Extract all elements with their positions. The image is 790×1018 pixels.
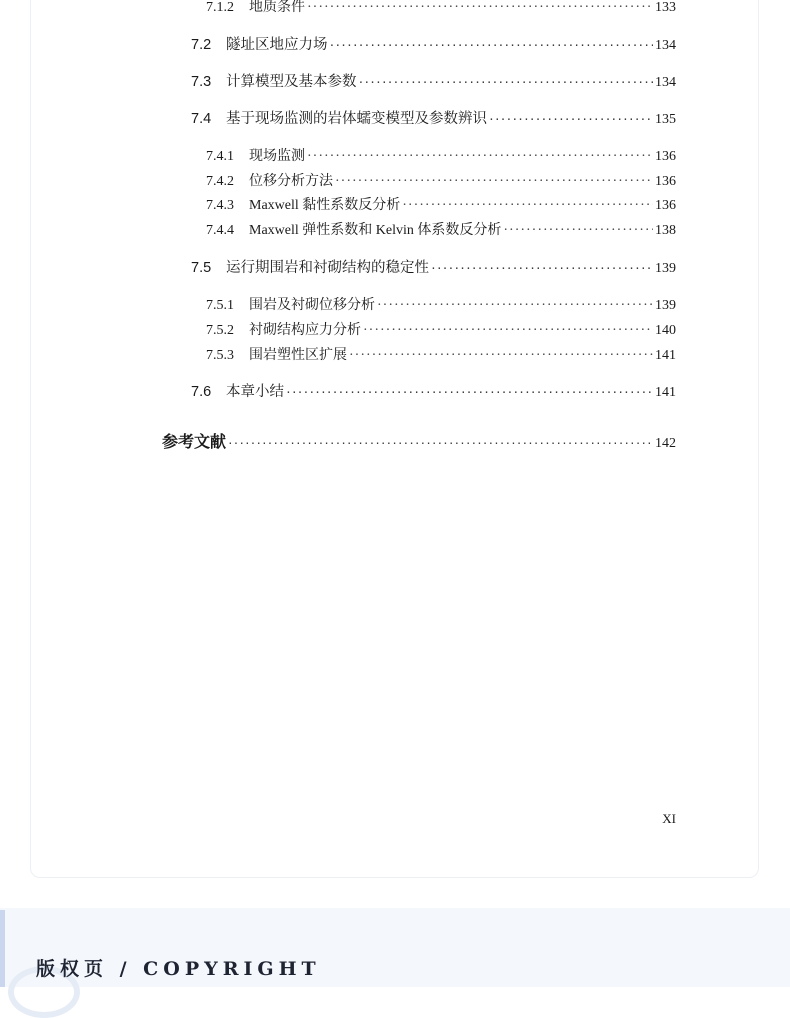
copyright-title: 版权页 / COPYRIGHT — [36, 958, 321, 980]
entry-page: 135 — [655, 112, 676, 127]
toc-entry-references[interactable] — [162, 429, 676, 452]
leader-dots — [503, 223, 653, 239]
entry-title: Maxwell 弹性系数和 Kelvin 体系数反分析 — [249, 223, 502, 238]
entry-page: 139 — [655, 261, 676, 276]
entry-title: 围岩及衬砌位移分析 — [249, 298, 375, 313]
entry-title: 计算模型及基本参数 — [226, 74, 357, 90]
entry-page: 136 — [655, 174, 676, 189]
entry-title: 本章小结 — [226, 384, 284, 400]
toc-entry-7-4-4[interactable] — [206, 219, 676, 239]
entry-page: 134 — [655, 38, 676, 53]
entry-number: 7.4 — [191, 111, 212, 127]
entry-number: 7.3 — [191, 74, 212, 90]
toc-entry-7-6[interactable] — [191, 380, 676, 401]
toc-entry-7-2[interactable] — [191, 33, 676, 54]
entry-number: 7.4.3 — [206, 198, 234, 213]
entry-title: 围岩塑性区扩展 — [249, 348, 347, 363]
leader-dots — [349, 348, 653, 364]
entry-page: 133 — [655, 0, 676, 15]
toc-entry-7-1-2[interactable] — [206, 0, 676, 16]
leader-dots — [489, 111, 653, 127]
leader-dots — [335, 174, 653, 190]
entry-number: 7.5.1 — [206, 298, 234, 313]
toc-entry-7-5-1[interactable] — [206, 294, 676, 314]
page-number: XI — [662, 811, 676, 826]
leader-dots — [363, 323, 653, 339]
entry-title: 隧址区地应力场 — [226, 37, 328, 53]
entry-page: 136 — [655, 198, 676, 213]
entry-number: 7.4.2 — [206, 174, 234, 189]
entry-number: 7.5.3 — [206, 348, 234, 363]
entry-title: 位移分析方法 — [249, 174, 333, 189]
leader-dots — [307, 0, 653, 16]
toc-entry-7-4-2[interactable] — [206, 170, 676, 190]
toc-entry-7-4[interactable] — [191, 107, 676, 128]
toc-entry-7-4-3[interactable] — [206, 194, 676, 214]
entry-title: 地质条件 — [249, 0, 305, 15]
toc-entry-7-5-3[interactable] — [206, 344, 676, 364]
entry-number: 7.1.2 — [206, 0, 234, 15]
leader-dots — [359, 74, 654, 90]
entry-number: 7.2 — [191, 37, 212, 53]
entry-number: 7.6 — [191, 384, 212, 400]
leader-dots — [431, 260, 653, 276]
copyright-section — [0, 908, 790, 987]
entry-page: 141 — [655, 348, 676, 363]
entry-page: 134 — [655, 75, 676, 90]
entry-title: 衬砌结构应力分析 — [249, 323, 361, 338]
leader-dots — [377, 298, 653, 314]
entry-number: 7.5 — [191, 260, 212, 276]
entry-page: 142 — [655, 436, 676, 451]
entry-page: 140 — [655, 323, 676, 338]
entry-number: 7.4.4 — [206, 223, 234, 238]
leader-dots — [228, 434, 653, 450]
leader-dots — [330, 37, 654, 53]
entry-page: 136 — [655, 149, 676, 164]
toc-entry-7-5[interactable] — [191, 256, 676, 277]
leader-dots — [286, 384, 653, 400]
entry-page: 141 — [655, 385, 676, 400]
toc-entry-7-3[interactable] — [191, 70, 676, 91]
toc-entry-7-5-2[interactable] — [206, 319, 676, 339]
accent-bar — [0, 910, 5, 987]
entry-title: 参考文献 — [162, 434, 227, 451]
entry-title: 现场监测 — [249, 149, 305, 164]
leader-dots — [402, 198, 653, 214]
entry-page: 138 — [655, 223, 676, 238]
toc-entry-7-4-1[interactable] — [206, 145, 676, 165]
entry-number: 7.5.2 — [206, 323, 234, 338]
entry-title: Maxwell 黏性系数反分析 — [249, 198, 401, 213]
leader-dots — [307, 149, 653, 165]
entry-page: 139 — [655, 298, 676, 313]
entry-title: 基于现场监测的岩体蠕变模型及参数辨识 — [226, 111, 487, 127]
entry-title: 运行期围岩和衬砌结构的稳定性 — [226, 260, 429, 276]
entry-number: 7.4.1 — [206, 149, 234, 164]
